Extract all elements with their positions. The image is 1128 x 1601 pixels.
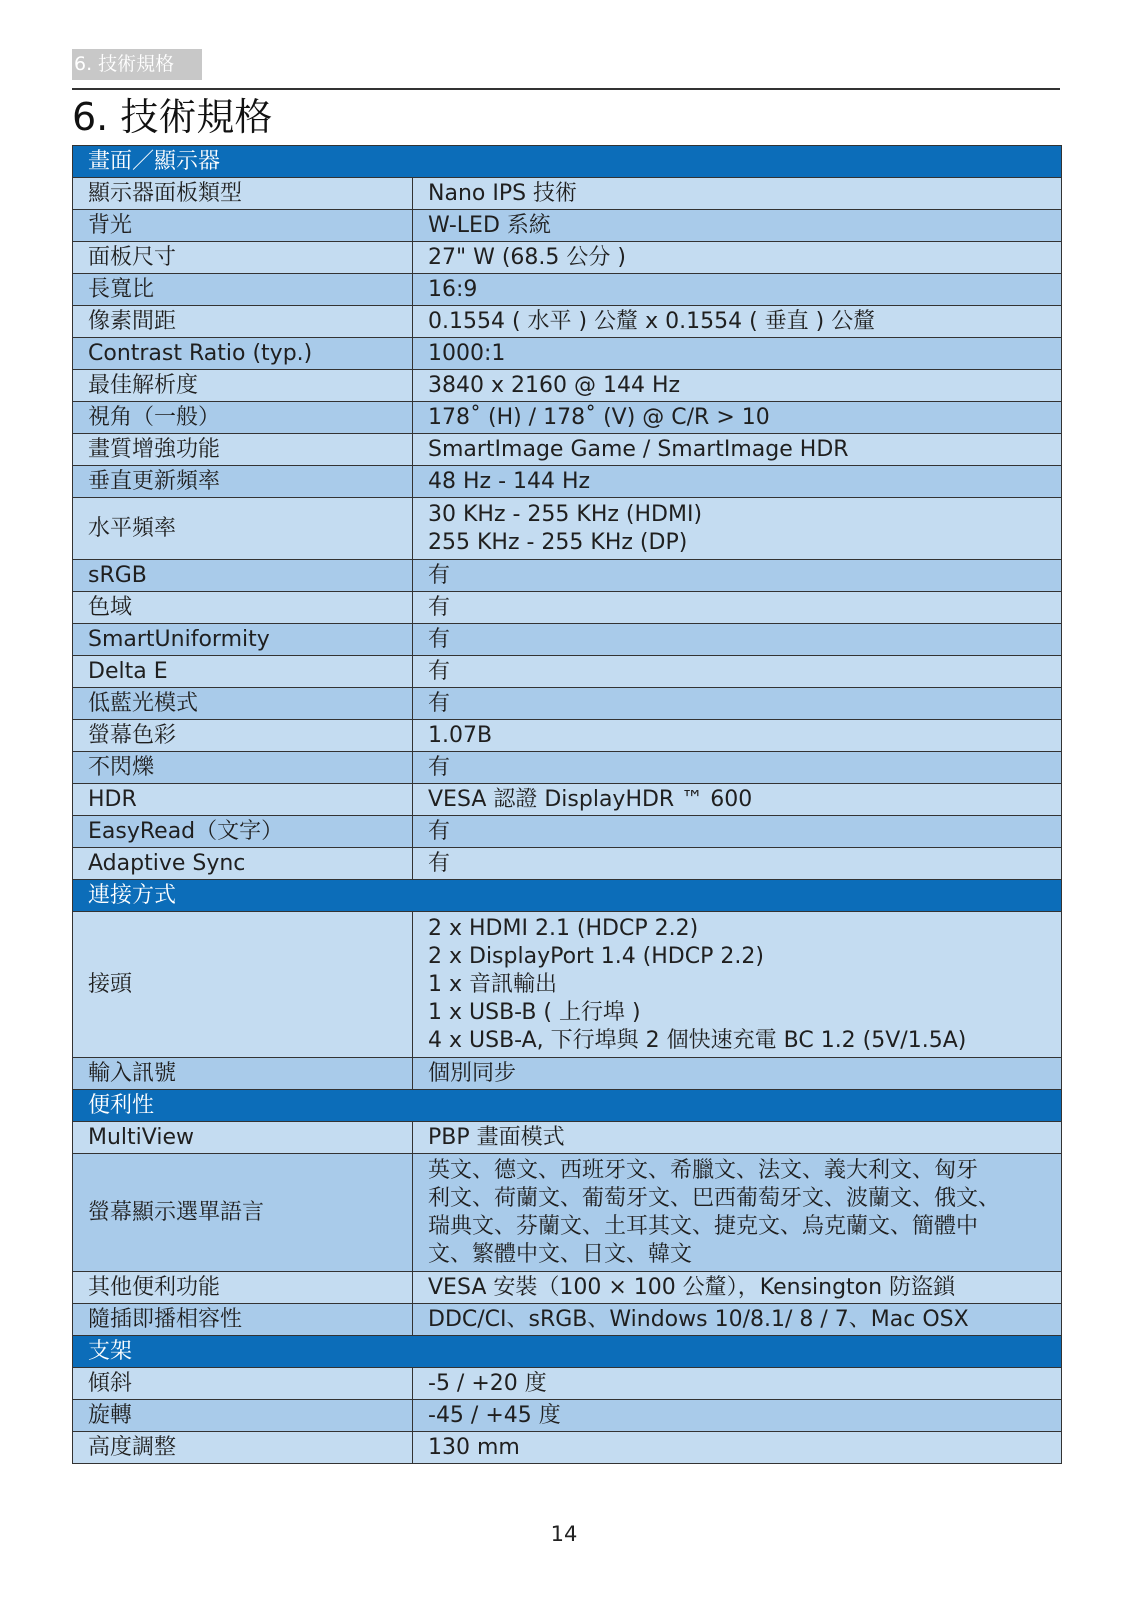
spec-row: [73, 242, 1062, 274]
spec-value-line: 4 x USB-A, 下行埠與 2 個快速充電 BC 1.2 (5V/1.5A): [428, 1027, 967, 1053]
spec-value-line: 2 x DisplayPort 1.4 (HDCP 2.2): [428, 943, 764, 969]
spec-value-line: 255 KHz - 255 KHz (DP): [428, 529, 688, 555]
spec-label: 顯示器面板類型: [73, 178, 413, 210]
spec-value: [413, 242, 1062, 274]
spec-value-line: VESA 安裝（100 × 100 公釐），Kensington 防盜鎖: [428, 1274, 956, 1300]
section-header: [73, 880, 1062, 912]
spec-row: [73, 210, 1062, 242]
spec-value-line: 1.07B: [428, 722, 493, 748]
spec-row: [73, 656, 1062, 688]
spec-row: [73, 1058, 1062, 1090]
spec-label: Delta E: [73, 656, 413, 688]
spec-row: [73, 498, 1062, 560]
section-header: [73, 1090, 1062, 1122]
spec-row: [73, 1304, 1062, 1336]
section-title: 畫面／顯示器: [73, 146, 1062, 178]
spec-value: [413, 912, 1062, 1058]
spec-value: [413, 1058, 1062, 1090]
spec-row: [73, 720, 1062, 752]
spec-label: HDR: [73, 784, 413, 816]
spec-value-line: 178˚ (H) / 178˚ (V) @ C/R > 10: [428, 404, 770, 430]
spec-value-line: 有: [428, 626, 451, 652]
spec-row: [73, 274, 1062, 306]
spec-row: [73, 1122, 1062, 1154]
spec-row: [73, 1368, 1062, 1400]
spec-value-line: 有: [428, 658, 451, 684]
spec-label: 低藍光模式: [73, 688, 413, 720]
spec-label: 傾斜: [73, 1368, 413, 1400]
spec-value: [413, 402, 1062, 434]
spec-value-line: Nano IPS 技術: [428, 180, 578, 206]
spec-value: [413, 720, 1062, 752]
spec-label: 水平頻率: [73, 498, 413, 560]
spec-value: [413, 338, 1062, 370]
spec-label: 螢幕顯示選單語言: [73, 1154, 413, 1272]
spec-value: [413, 816, 1062, 848]
spec-label: MultiView: [73, 1122, 413, 1154]
spec-label: 長寬比: [73, 274, 413, 306]
spec-value: [413, 210, 1062, 242]
header-rule: [72, 88, 1060, 90]
spec-value: [413, 434, 1062, 466]
spec-value-line: 英文、德文、西班牙文、希臘文、法文、義大利文、匈牙: [428, 1157, 979, 1183]
spec-row: [73, 560, 1062, 592]
spec-row: [73, 816, 1062, 848]
section-title: 連接方式: [73, 880, 1062, 912]
spec-label: 垂直更新頻率: [73, 466, 413, 498]
spec-value-line: 48 Hz - 144 Hz: [428, 468, 591, 494]
spec-value: [413, 784, 1062, 816]
spec-value-line: 1 x USB-B ( 上行埠 ): [428, 999, 641, 1025]
spec-value-line: 文、繁體中文、日文、韓文: [428, 1241, 693, 1267]
spec-value: [413, 1154, 1062, 1272]
spec-value: [413, 656, 1062, 688]
spec-value-line: 利文、荷蘭文、葡萄牙文、巴西葡萄牙文、波蘭文、俄文、: [428, 1185, 1001, 1211]
spec-value: [413, 1368, 1062, 1400]
spec-value: [413, 306, 1062, 338]
chapter-tab: 6. 技術規格: [72, 49, 202, 80]
spec-value-line: PBP 畫面模式: [428, 1124, 565, 1150]
spec-row: [73, 402, 1062, 434]
spec-value: [413, 1272, 1062, 1304]
spec-value: [413, 370, 1062, 402]
spec-value: [413, 624, 1062, 656]
spec-value: [413, 498, 1062, 560]
spec-value-line: 3840 x 2160 @ 144 Hz: [428, 372, 681, 398]
page-title: 6. 技術規格: [72, 95, 273, 139]
spec-row: [73, 848, 1062, 880]
spec-label: EasyRead（文字）: [73, 816, 413, 848]
spec-row: [73, 1272, 1062, 1304]
spec-label: 接頭: [73, 912, 413, 1058]
spec-label: 背光: [73, 210, 413, 242]
spec-value: [413, 1122, 1062, 1154]
spec-value: [413, 560, 1062, 592]
spec-label: 高度調整: [73, 1432, 413, 1464]
spec-value-line: -5 / +20 度: [428, 1370, 547, 1396]
spec-row: [73, 306, 1062, 338]
spec-value: [413, 752, 1062, 784]
spec-value: [413, 1304, 1062, 1336]
spec-row: [73, 752, 1062, 784]
spec-row: [73, 1400, 1062, 1432]
spec-label: Adaptive Sync: [73, 848, 413, 880]
spec-value-line: 30 KHz - 255 KHz (HDMI): [428, 501, 703, 527]
spec-value: [413, 178, 1062, 210]
spec-value: [413, 1400, 1062, 1432]
spec-row: [73, 370, 1062, 402]
section-title: 便利性: [73, 1090, 1062, 1122]
spec-value-line: 2 x HDMI 2.1 (HDCP 2.2): [428, 915, 699, 941]
spec-value: [413, 592, 1062, 624]
spec-value-line: 瑞典文、芬蘭文、土耳其文、捷克文、烏克蘭文、簡體中: [428, 1213, 979, 1239]
spec-value-line: 有: [428, 562, 451, 588]
spec-value-line: 有: [428, 850, 451, 876]
section-title: 支架: [73, 1336, 1062, 1368]
spec-value-line: 有: [428, 818, 451, 844]
spec-table: [72, 145, 1062, 1464]
spec-label: 不閃爍: [73, 752, 413, 784]
spec-value-line: 27" W (68.5 公分 ): [428, 244, 626, 270]
section-header: [73, 146, 1062, 178]
spec-row: [73, 784, 1062, 816]
spec-row: [73, 178, 1062, 210]
spec-row: [73, 338, 1062, 370]
spec-row: [73, 624, 1062, 656]
spec-label: 其他便利功能: [73, 1272, 413, 1304]
spec-value-line: 有: [428, 594, 451, 620]
spec-label: 螢幕色彩: [73, 720, 413, 752]
spec-value-line: -45 / +45 度: [428, 1402, 561, 1428]
spec-label: 隨插即播相容性: [73, 1304, 413, 1336]
spec-value-line: VESA 認證 DisplayHDR ™ 600: [428, 786, 753, 812]
spec-value: [413, 848, 1062, 880]
spec-row: [73, 688, 1062, 720]
spec-value-line: 130 mm: [428, 1434, 520, 1460]
spec-value-line: 1 x 音訊輸出: [428, 971, 558, 997]
spec-value-line: DDC/CI、sRGB、Windows 10/8.1/ 8 / 7、Mac OSX: [428, 1306, 969, 1332]
spec-label: 畫質增強功能: [73, 434, 413, 466]
spec-row: [73, 434, 1062, 466]
spec-value-line: 個別同步: [428, 1060, 517, 1086]
spec-value: [413, 1432, 1062, 1464]
spec-value: [413, 274, 1062, 306]
spec-value: [413, 688, 1062, 720]
spec-row: [73, 592, 1062, 624]
spec-row: [73, 912, 1062, 1058]
spec-value-line: 0.1554 ( 水平 ) 公釐 x 0.1554 ( 垂直 ) 公釐: [428, 308, 876, 334]
page-number: 14: [550, 1522, 578, 1546]
spec-value-line: 有: [428, 754, 451, 780]
spec-label: sRGB: [73, 560, 413, 592]
spec-row: [73, 1432, 1062, 1464]
spec-value-line: W-LED 系統: [428, 212, 551, 238]
spec-value-line: SmartImage Game / SmartImage HDR: [428, 436, 849, 462]
spec-label: SmartUniformity: [73, 624, 413, 656]
spec-row: [73, 1154, 1062, 1272]
spec-label: 視角（一般）: [73, 402, 413, 434]
section-header: [73, 1336, 1062, 1368]
spec-label: 面板尺寸: [73, 242, 413, 274]
spec-label: 色域: [73, 592, 413, 624]
spec-value-line: 16:9: [428, 276, 478, 302]
spec-value-line: 1000:1: [428, 340, 506, 366]
spec-label: 旋轉: [73, 1400, 413, 1432]
spec-value-line: 有: [428, 690, 451, 716]
spec-row: [73, 466, 1062, 498]
spec-label: 像素間距: [73, 306, 413, 338]
spec-label: 最佳解析度: [73, 370, 413, 402]
spec-value: [413, 466, 1062, 498]
spec-label: Contrast Ratio (typ.): [73, 338, 413, 370]
spec-label: 輸入訊號: [73, 1058, 413, 1090]
